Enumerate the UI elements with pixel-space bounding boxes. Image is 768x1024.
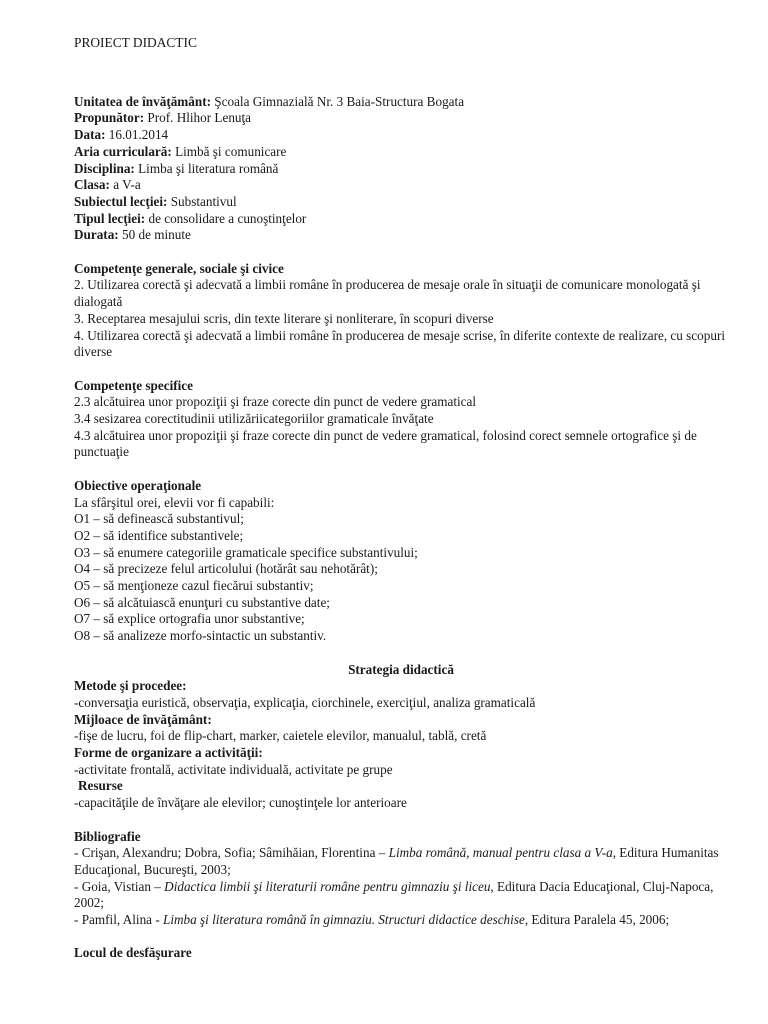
list-item: O4 – să precizeze felul articolului (hotărât sau nehotărât);	[74, 561, 378, 577]
biblio-publisher: , Editura Paralela 45, 2006;	[524, 912, 670, 928]
info-value: Şcoala Gimnazială Nr. 3 Baia-Structura Bogata	[214, 93, 465, 109]
info-label: Data:	[74, 127, 106, 143]
biblio-title: Limba română, manual pentru clasa a V-a	[388, 845, 613, 861]
section-heading: Competenţe generale, sociale şi civice	[74, 260, 284, 276]
info-row-propunator	[74, 110, 728, 127]
biblio-publisher: , Editura Dacia Educaţional, Cluj-Napoca, 2002;	[74, 878, 714, 911]
resurse-label: Resurse	[78, 778, 123, 794]
section-strategie	[74, 662, 728, 812]
biblio-entry	[74, 912, 728, 929]
info-row-tipul	[74, 211, 728, 228]
info-row-subiect	[74, 194, 728, 211]
metode-label: Metode şi procedee:	[74, 678, 187, 694]
list-item: O7 – să explice ortografia unor substantive;	[74, 611, 305, 627]
info-value: 16.01.2014	[108, 127, 169, 143]
info-label: Clasa:	[74, 177, 110, 193]
section-heading: Strategia didactică	[348, 661, 454, 677]
info-value: 50 de minute	[121, 227, 191, 243]
biblio-title: Limba şi literatura română în gimnaziu. Structuri didactice deschise	[163, 912, 525, 928]
section-competente-generale	[74, 261, 728, 361]
section-heading: Obiective operaţionale	[74, 477, 202, 493]
section-bibliografie	[74, 829, 728, 929]
info-label: Aria curriculară:	[74, 143, 172, 159]
metode-text: -conversaţia euristică, observaţia, explicaţia, ciorchinele, exerciţiul, analiza gramaticală	[74, 694, 536, 710]
info-label: Disciplina:	[74, 160, 135, 176]
section-heading: Locul de desfăşurare	[74, 945, 192, 961]
section-heading: Competenţe specifice	[74, 377, 194, 393]
info-label: Tipul lecţiei:	[74, 210, 146, 226]
biblio-title: Didactica limbii şi literaturii române pentru gimnaziu şi liceu	[164, 878, 491, 894]
info-row-clasa	[74, 177, 728, 194]
list-item: O1 – să definească substantivul;	[74, 511, 244, 527]
list-item: 3.4 sesizarea corectitudinii utilizăriicategoriilor gramaticale învăţate	[74, 411, 434, 427]
info-label: Durata:	[74, 227, 119, 243]
info-value: Substantivul	[170, 193, 237, 209]
biblio-entry	[74, 879, 728, 912]
info-row-durata	[74, 227, 728, 244]
info-value: Limba şi literatura română	[138, 160, 279, 176]
section-obiective	[74, 478, 728, 645]
list-item: 2.3 alcătuirea unor propoziţii şi fraze corecte din punct de vedere gramatical	[74, 394, 477, 410]
info-value: Prof. Hlihor Lenuţa	[147, 110, 252, 126]
mijloace-text: -fişe de lucru, foi de flip-chart, marker, caietele elevilor, manualul, tablă, cretă	[74, 728, 487, 744]
section-heading: Bibliografie	[74, 828, 141, 844]
info-label: Propunător:	[74, 110, 145, 126]
list-item: 4.3 alcătuirea unor propoziţii şi fraze corecte din punct de vedere gramatical, folosind corect semnele ortografice şi de punctuaţie	[74, 427, 697, 460]
list-item: O8 – să analizeze morfo-sintactic un substantiv.	[74, 628, 327, 644]
lesson-info	[74, 94, 728, 244]
section-locul	[74, 945, 728, 962]
list-item: 4. Utilizarea corectă şi adecvată a limbii române în producerea de mesaje scrise, în diferite contexte de realizare, cu scopuri diverse	[74, 327, 725, 360]
biblio-authors: - Goia, Vistian –	[74, 878, 165, 894]
info-row-unitate	[74, 94, 728, 111]
forme-label: Forme de organizare a activităţii:	[74, 745, 263, 761]
list-item: O2 – să identifice substantivele;	[74, 527, 244, 543]
obiective-intro: La sfârşitul orei, elevii vor fi capabili:	[74, 494, 275, 510]
biblio-publisher: , Editura Humanitas Educaţional, Bucureşti, 2003;	[74, 845, 719, 877]
list-item: O6 – să alcătuiască enunţuri cu substantive date;	[74, 594, 330, 610]
mijloace-label: Mijloace de învăţământ:	[74, 711, 212, 727]
section-competente-specifice	[74, 378, 728, 462]
info-row-data	[74, 127, 728, 144]
info-value: Limbă şi comunicare	[175, 143, 287, 159]
list-item: 3. Receptarea mesajului scris, din texte literare şi nonliterare, în scopuri diverse	[74, 310, 494, 326]
list-item: 2. Utilizarea corectă şi adecvată a limbii române în producerea de mesaje orale în situaţii de comunicare monologată şi dialogată	[74, 277, 701, 310]
list-item: O5 – să menţioneze cazul fiecărui substantiv;	[74, 578, 314, 594]
biblio-authors: - Crişan, Alexandru; Dobra, Sofia; Sâmihăian, Florentina –	[74, 845, 389, 861]
forme-text: -activitate frontală, activitate individuală, activitate pe grupe	[74, 761, 393, 777]
info-label: Subiectul lecţiei:	[74, 193, 168, 209]
info-label: Unitatea de învăţământ:	[74, 93, 211, 109]
biblio-authors: - Pamfil, Alina -	[74, 912, 164, 928]
info-value: a V-a	[113, 177, 141, 193]
list-item: O3 – să enumere categoriile gramaticale specifice substantivului;	[74, 544, 418, 560]
info-row-disciplina	[74, 161, 728, 178]
info-value: de consolidare a cunoştinţelor	[148, 210, 307, 226]
biblio-entry	[74, 845, 728, 878]
info-row-aria	[74, 144, 728, 161]
resurse-text: -capacităţile de învăţare ale elevilor; cunoştinţele lor anterioare	[74, 795, 407, 811]
document-title: PROIECT DIDACTIC	[74, 35, 197, 50]
